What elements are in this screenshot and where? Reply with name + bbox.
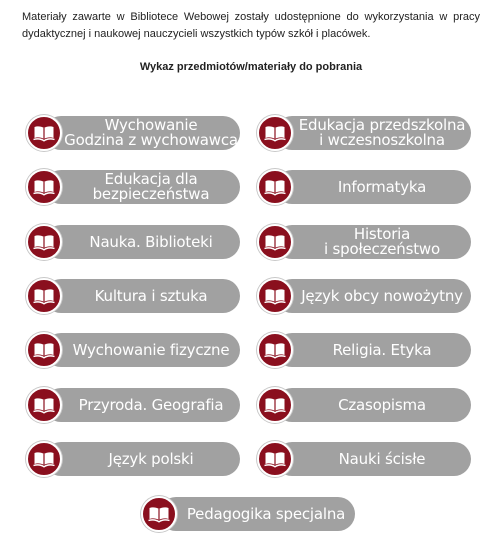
subject-label	[159, 497, 355, 531]
subject-button-nauki-scisle[interactable]	[257, 442, 471, 476]
subject-button-historia[interactable]	[257, 225, 471, 259]
open-book-icon	[257, 441, 293, 477]
subject-button-edukacja-bezpieczenstwa[interactable]	[26, 170, 240, 204]
subject-label-text: Język polski	[108, 449, 194, 468]
subject-label-text: Nauka. Biblioteki	[89, 232, 213, 251]
subject-label-text: Informatyka	[337, 177, 427, 196]
open-book-icon	[26, 278, 62, 314]
subject-label	[44, 279, 240, 313]
subject-button-przyroda[interactable]	[26, 388, 240, 422]
list-title: Wykaz przedmiotów/materiały do pobrania	[139, 61, 363, 73]
intro-text: Materiały zawarte w Bibliotece Webowej zostały udostępnione do wykorzystania w pracy dydaktycznej i naukowej nauczycieli wszystkich typów szkół i placówek.	[22, 11, 480, 40]
subject-button-pedagogika[interactable]	[141, 497, 355, 531]
subject-label-line-2: Godzina z wychowawcą	[64, 131, 238, 149]
subject-label	[275, 388, 471, 422]
open-book-icon	[257, 224, 293, 260]
subject-button-religia[interactable]	[257, 333, 471, 367]
subject-label-text: Religia. Etyka	[332, 340, 432, 359]
subject-button-wychowanie-fizyczne[interactable]	[26, 333, 240, 367]
subject-label	[44, 225, 240, 259]
open-book-icon	[26, 332, 62, 368]
subject-button-kultura[interactable]	[26, 279, 240, 313]
open-book-icon	[141, 496, 177, 532]
subject-label	[275, 170, 471, 204]
subject-label-line-2: i społeczeństwo	[324, 240, 440, 258]
open-book-icon	[257, 169, 293, 205]
subject-label-line-2: bezpieczeństwa	[92, 185, 210, 203]
open-book-icon	[26, 224, 62, 260]
subject-label	[44, 442, 240, 476]
open-book-icon	[257, 115, 293, 151]
subject-button-edukacja-przedszkolna[interactable]	[257, 116, 471, 150]
subject-label-text: Język obcy nowożytny	[301, 286, 463, 305]
subject-label-line-1: Historia	[353, 225, 411, 243]
subject-label-line-1: Edukacja przedszkolna	[298, 116, 466, 134]
subject-button-czasopisma[interactable]	[257, 388, 471, 422]
subject-button-informatyka[interactable]	[257, 170, 471, 204]
subject-label	[44, 170, 240, 204]
subject-label-text: Pedagogika specjalna	[186, 504, 346, 523]
subject-button-jezyk-obcy[interactable]	[257, 279, 471, 313]
subject-label-text: Czasopisma	[338, 395, 426, 414]
subject-label-text: Kultura i sztuka	[94, 286, 208, 305]
open-book-icon	[257, 332, 293, 368]
subject-button-jezyk-polski[interactable]	[26, 442, 240, 476]
subject-button-nauka-biblioteki[interactable]	[26, 225, 240, 259]
subject-label-line-1: Edukacja dla	[104, 170, 198, 188]
subject-label	[275, 116, 471, 150]
subject-label	[44, 333, 240, 367]
open-book-icon	[26, 169, 62, 205]
open-book-icon	[257, 278, 293, 314]
open-book-icon	[26, 387, 62, 423]
subject-label-text: Wychowanie fizyczne	[72, 340, 230, 359]
subject-label-line-1: Wychowanie	[104, 116, 198, 134]
subject-label-text: Przyroda. Geografia	[78, 395, 224, 414]
subject-button-wychowanie[interactable]	[26, 116, 240, 150]
open-book-icon	[257, 387, 293, 423]
subject-label	[275, 279, 471, 313]
open-book-icon	[26, 441, 62, 477]
subject-label	[275, 225, 471, 259]
subject-label-text: Nauki ścisłe	[338, 449, 426, 468]
open-book-icon	[26, 115, 62, 151]
subject-label	[275, 442, 471, 476]
subject-label-line-2: i wczesnoszkolna	[319, 131, 445, 149]
subject-label	[44, 116, 240, 150]
subject-label	[44, 388, 240, 422]
subject-label	[275, 333, 471, 367]
